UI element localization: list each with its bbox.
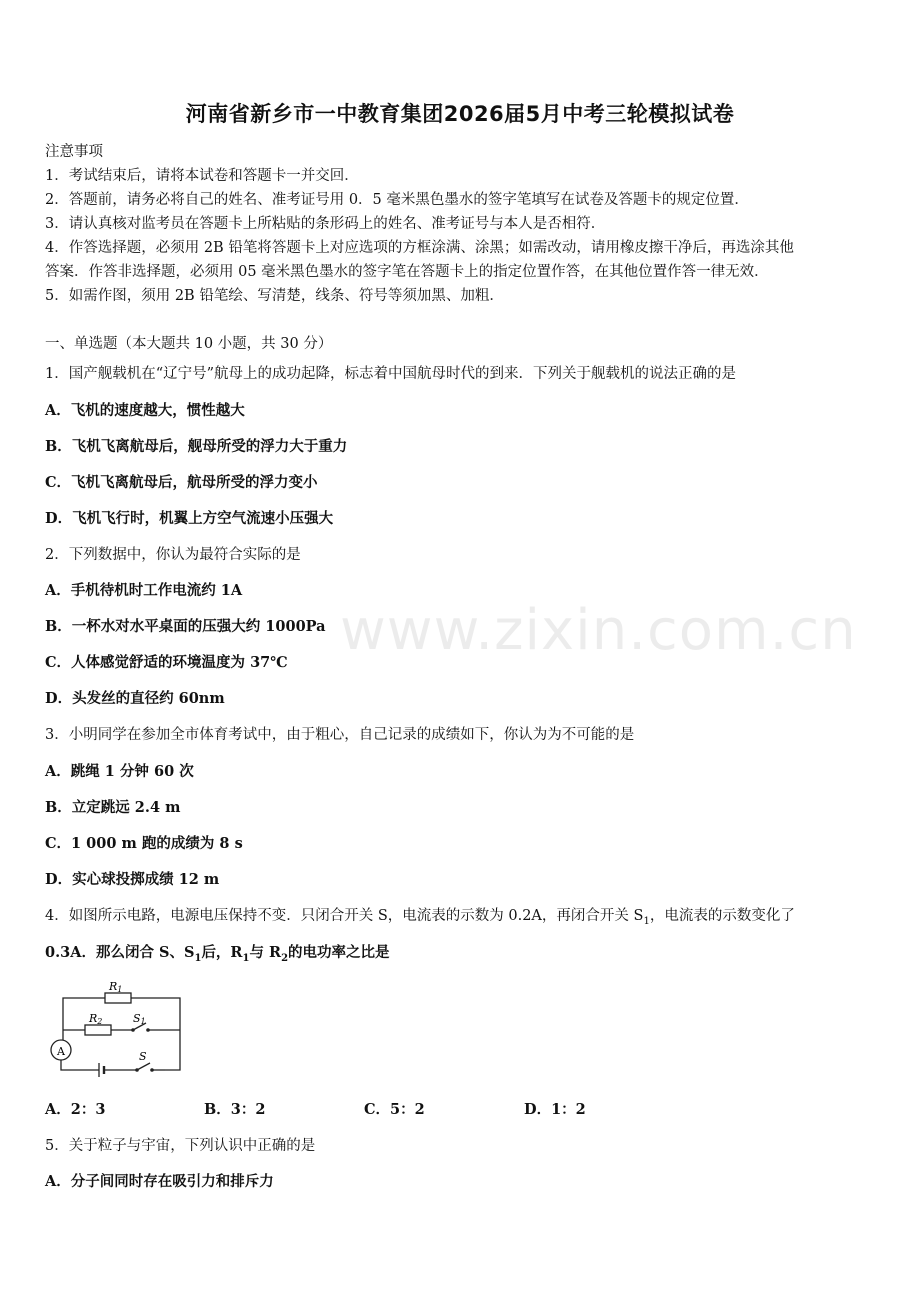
notice-item: 3．请认真核对监考员在答题卡上所粘贴的条形码上的姓名、准考证号与本人是否相符． [45, 216, 606, 232]
question-2-stem: 2．下列数据中，你认为最符合实际的是 [45, 547, 301, 563]
question-3-option-b: B．立定跳远 2.4 m [45, 799, 181, 816]
section-heading: 一、单选题（本大题共 10 小题，共 30 分） [45, 336, 333, 352]
exam-title: 河南省新乡市一中教育集团2026届5月中考三轮模拟试卷 [185, 102, 735, 126]
question-1-option-b: B．飞机飞离航母后，舰母所受的浮力大于重力 [45, 438, 348, 455]
question-1-option-a: A．飞机的速度越大，惯性越大 [45, 402, 245, 419]
notice-item: 答案．作答非选择题，必须用 05 毫米黑色墨水的签字笔在答题卡上的指定位置作答，在其他位置作答一律无效． [45, 264, 769, 280]
notice-item: 5．如需作图，须用 2B 铅笔绘、写清楚，线条、符号等须加黑、加粗． [45, 288, 504, 304]
question-1-option-c: C．飞机飞离航母后，航母所受的浮力变小 [45, 474, 318, 491]
r1-label: R1 [109, 980, 123, 994]
question-3-option-d: D．实心球投掷成绩 12 m [45, 871, 220, 888]
question-1-option-d: D．飞机飞行时，机翼上方空气流速小压强大 [45, 510, 334, 527]
question-2-option-d: D．头发丝的直径约 60nm [45, 690, 225, 707]
question-2-option-b: B．一杯水对水平桌面的压强大约 1000Pa [45, 618, 326, 635]
question-4-stem-line2: 0.3A．那么闭合 S、$S_1$后，$R_1$与 $R_2$的电功率之比是 [45, 944, 390, 964]
question-3-option-c: C．1 000 m 跑的成绩为 8 s [45, 835, 243, 852]
s1-label: S1 [133, 1012, 146, 1026]
meter-label: A [57, 1045, 65, 1058]
question-2-option-a: A．手机待机时工作电流约 1A [45, 582, 243, 599]
question-4-option-c: C．5：2 [364, 1101, 425, 1118]
notice-item: 1．考试结束后，请将本试卷和答题卡一并交回． [45, 168, 359, 184]
notice-heading: 注意事项 [45, 144, 103, 160]
r2-label: R2 [89, 1012, 103, 1026]
question-4-option-a: A．2：3 [45, 1101, 106, 1118]
question-3-stem: 3．小明同学在参加全市体育考试中，由于粗心，自己记录的成绩如下，你认为为不可能的是 [45, 727, 635, 743]
question-4-option-d: D．1：2 [524, 1101, 586, 1118]
question-2-option-c: C．人体感觉舒适的环境温度为 37℃ [45, 654, 288, 671]
watermark: www.zixin.com.cn [340, 598, 857, 663]
question-4-option-b: B．3：2 [204, 1101, 266, 1118]
notice-item: 2．答题前，请务必将自己的姓名、准考证号用 0．5 毫米黑色墨水的签字笔填写在试卷及答题卡的规定位置． [45, 192, 749, 208]
question-5-option-a: A．分子间同时存在吸引力和排斥力 [45, 1173, 274, 1190]
question-5-stem: 5．关于粒子与宇宙，下列认识中正确的是 [45, 1138, 316, 1154]
question-1-stem: 1．国产舰载机在“辽宁号”航母上的成功起降，标志着中国航母时代的到来．下列关于舰载机的说法正确的是 [45, 366, 737, 382]
s-label: S [139, 1050, 147, 1063]
circuit-diagram [45, 978, 190, 1078]
notice-item: 4．作答选择题，必须用 2B 铅笔将答题卡上对应选项的方框涂满、涂黑；如需改动，请用橡皮擦干净后，再选涂其他 [45, 240, 794, 256]
question-4-stem-line1: 4．如图所示电路，电源电压保持不变．只闭合开关 S，电流表的示数为 0.2A，再闭合开关 $S_1$，电流表的示数变化了 [45, 908, 795, 927]
question-3-option-a: A．跳绳 1 分钟 60 次 [45, 763, 194, 780]
